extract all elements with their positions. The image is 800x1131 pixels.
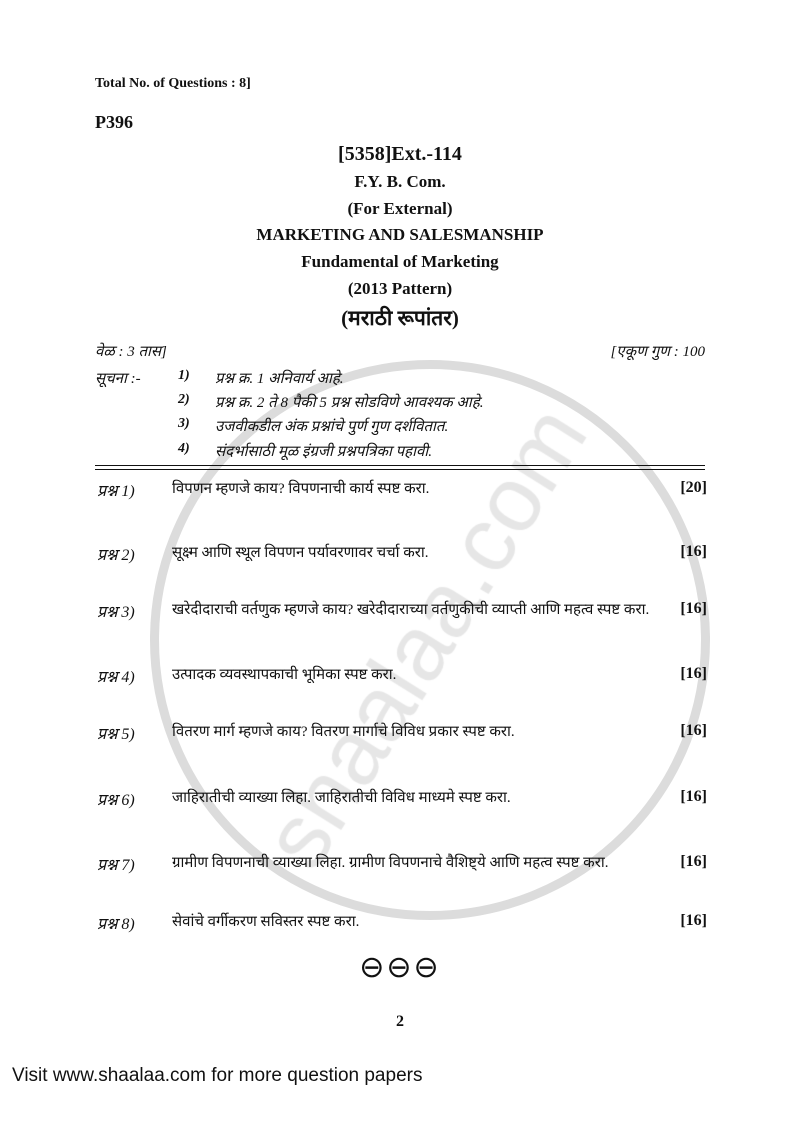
question-number: प्रश्न 3): [97, 604, 135, 621]
question-number: प्रश्न 7): [97, 857, 135, 874]
exam-code: [5358]Ext.-114: [338, 143, 462, 165]
exam-type: (For External): [347, 199, 453, 218]
question-marks: [20]: [680, 479, 707, 496]
question-text: खरेदीदाराची वर्तणुक म्हणजे काय? खरेदीदाराच्या वर्तणुकीची व्याप्ती आणि महत्व स्पष्ट करा.: [172, 602, 650, 618]
instruction-num: 1): [178, 368, 190, 383]
question-1: [97, 479, 707, 499]
question-marks: [16]: [680, 722, 707, 739]
question-marks: [16]: [680, 665, 707, 682]
question-text: वितरण मार्ग म्हणजे काय? वितरण मार्गाचे विविध प्रकार स्पष्ट करा.: [172, 724, 515, 740]
instructions-label: सूचना :-: [95, 371, 141, 387]
instruction-num: 4): [178, 441, 190, 456]
instruction-text: संदर्भासाठी मूळ इंग्रजी प्रश्नपत्रिका पहावी.: [215, 444, 432, 460]
time-allowed: वेळ : 3 तास]: [95, 344, 167, 360]
question-marks: [16]: [680, 600, 707, 617]
question-text: उत्पादक व्यवस्थापकाची भूमिका स्पष्ट करा.: [172, 667, 397, 683]
question-marks: [16]: [680, 788, 707, 805]
question-2: [97, 543, 707, 563]
paper-code: P396: [95, 112, 133, 132]
question-text: ग्रामीण विपणनाची व्याख्या लिहा. ग्रामीण विपणनाचे वैशिष्ट्ये आणि महत्व स्पष्ट करा.: [172, 855, 609, 871]
question-text: सूक्ष्म आणि स्थूल विपणन पर्यावरणावर चर्चा करा.: [172, 545, 429, 561]
instruction-text: उजवीकडील अंक प्रश्नांचे पुर्ण गुण दर्शवितात.: [215, 419, 449, 435]
question-text: जाहिरातीची व्याख्या लिहा. जाहिरातीची विविध माध्यमे स्पष्ट करा.: [172, 790, 511, 806]
question-5: [97, 722, 707, 742]
question-marks: [16]: [680, 543, 707, 560]
instruction-text: प्रश्न क्र. 2 ते 8 पैकी 5 प्रश्न सोडविणे आवश्यक आहे.: [215, 395, 484, 411]
question-number: प्रश्न 4): [97, 669, 135, 686]
instruction-text: प्रश्न क्र. 1 अनिवार्य आहे.: [215, 371, 344, 387]
footer-link[interactable]: Visit www.shaalaa.com for more question papers: [12, 1065, 423, 1086]
question-number: प्रश्न 2): [97, 547, 135, 564]
question-number: प्रश्न 5): [97, 726, 135, 743]
question-number: प्रश्न 1): [97, 483, 135, 500]
course: F.Y. B. Com.: [354, 172, 446, 191]
end-of-paper-symbols: ⊖⊖⊖: [359, 951, 441, 984]
question-3: [97, 600, 707, 620]
question-6: [97, 788, 707, 808]
instruction-num: 3): [178, 416, 190, 431]
page-number: 2: [396, 1013, 404, 1030]
total-questions: Total No. of Questions : 8]: [95, 76, 251, 91]
question-text: सेवांचे वर्गीकरण सविस्तर स्पष्ट करा.: [172, 914, 360, 930]
subject: MARKETING AND SALESMANSHIP: [256, 225, 544, 244]
question-number: प्रश्न 6): [97, 792, 135, 809]
pattern: (2013 Pattern): [347, 279, 453, 298]
divider: [95, 465, 705, 466]
question-8: [97, 912, 707, 932]
total-marks: [एकूण गुण : 100: [610, 344, 705, 360]
question-marks: [16]: [680, 912, 707, 929]
question-7: [97, 853, 707, 873]
question-4: [97, 665, 707, 685]
language-version: (मराठी रूपांतर): [341, 306, 459, 330]
question-number: प्रश्न 8): [97, 916, 135, 933]
question-text: विपणन म्हणजे काय? विपणनाची कार्य स्पष्ट करा.: [172, 481, 430, 497]
question-marks: [16]: [680, 853, 707, 870]
instruction-num: 2): [178, 392, 190, 407]
paper-title: Fundamental of Marketing: [301, 252, 499, 271]
divider: [95, 469, 705, 470]
